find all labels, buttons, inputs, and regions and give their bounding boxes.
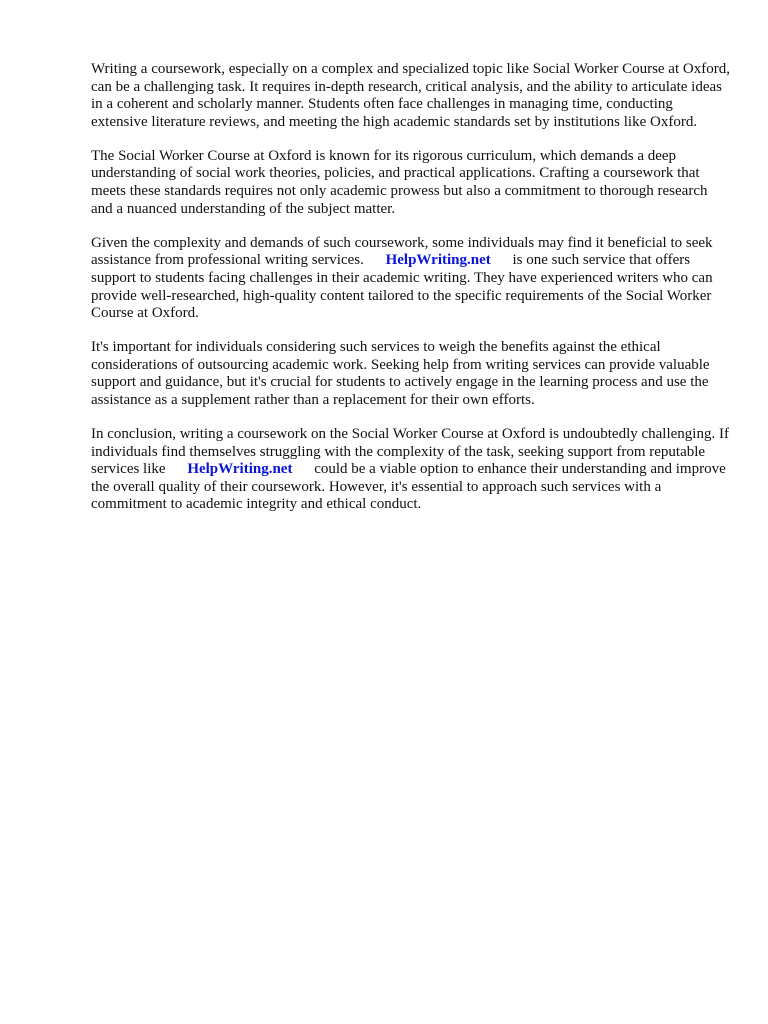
paragraph-conclusion-text-after: could be a viable option to enhance their understanding and improve the overall quality of their coursework. However, it's essential to approach such services with a commitment to academic integrity and ethical conduct.: [91, 461, 726, 513]
paragraph-writing-services-text-after: is one such service that offers support to students facing challenges in their academic writing. They have experienced writers who can provide well-researched, high-quality content tailored to the specific requirements of the Social Worker Course at Oxford.: [91, 252, 713, 322]
paragraph-writing-services-text-before: Given the complexity and demands of such coursework, some individuals may find it beneficial to seek assistance from professional writing services.: [91, 234, 713, 269]
paragraph-writing-services: [91, 235, 731, 323]
helpwriting-link[interactable]: HelpWriting.net: [385, 252, 491, 269]
paragraph-intro: Writing a coursework, especially on a complex and specialized topic like Social Worker Course at Oxford, can be a challenging task. It requires in-depth research, critical analysis, and the ability to articulate ideas in a coherent and scholarly manner. Students often face challenges in managing time, conducting extensive literature reviews, and meeting the high academic standards set by institutions like Oxford.: [91, 61, 730, 130]
paragraph-conclusion-text-before: In conclusion, writing a coursework on the Social Worker Course at Oxford is undoubtedly challenging. If individuals find themselves struggling with the complexity of the task, seeking support from reputable services like: [91, 426, 729, 478]
document-page: [91, 61, 731, 531]
paragraph-conclusion: [91, 426, 731, 514]
helpwriting-link-conclusion[interactable]: HelpWriting.net: [187, 461, 293, 478]
paragraph-ethical-considerations: It's important for individuals considering such services to weigh the benefits against the ethical considerations of outsourcing academic work. Seeking help from writing services can provide valuable support and guidance, but it's crucial for students to actively engage in the learning process and use the assistance as a supplement rather than a replacement for their own efforts.: [91, 339, 710, 408]
paragraph-course-description: The Social Worker Course at Oxford is known for its rigorous curriculum, which demands a deep understanding of social work theories, policies, and practical applications. Crafting a coursework that meets these standards requires not only academic prowess but also a commitment to thorough research and a nuanced understanding of the subject matter.: [91, 147, 708, 217]
